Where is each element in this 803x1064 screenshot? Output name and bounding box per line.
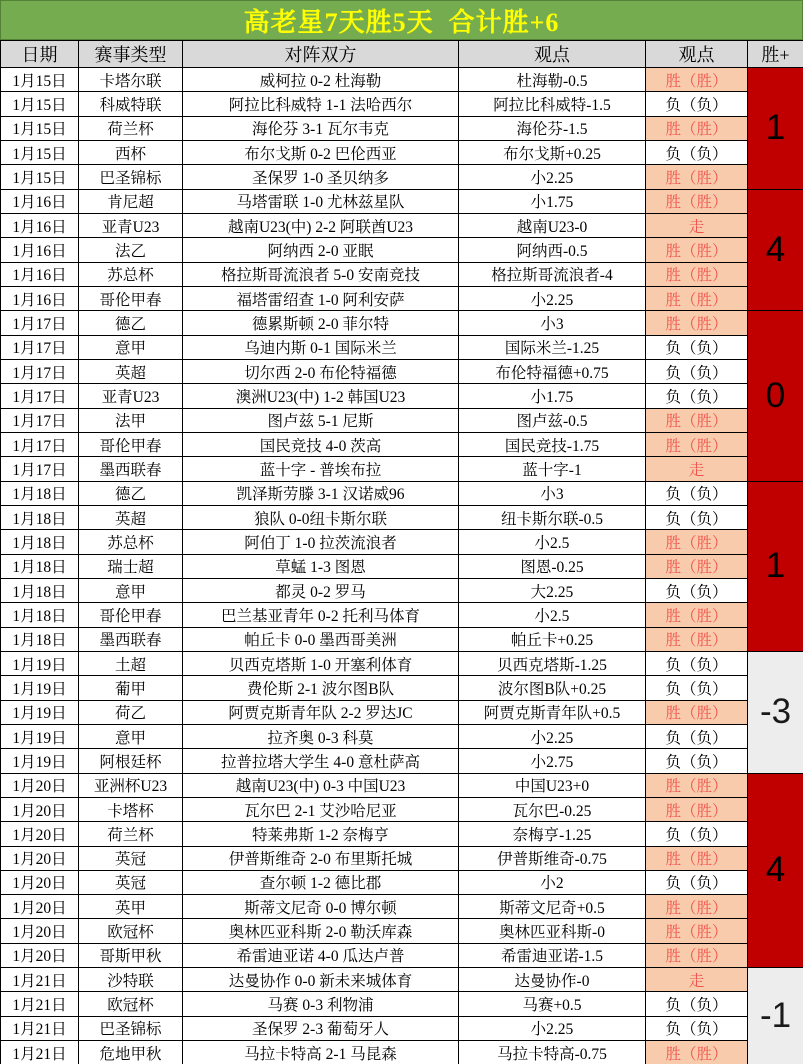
match-cell: 乌迪内斯 0-1 国际米兰 [183, 335, 459, 359]
date-cell: 1月18日 [1, 530, 79, 554]
result-cell: 胜（胜） [646, 262, 748, 286]
result-cell: 胜（胜） [646, 1041, 748, 1064]
sheet-title: 高老星7天胜5天 合计胜+6 [0, 0, 803, 40]
league-cell: 葡甲 [79, 676, 183, 700]
result-cell: 走 [646, 457, 748, 481]
table-row [1, 359, 803, 383]
date-cell: 1月18日 [1, 481, 79, 505]
table-row [1, 530, 803, 554]
result-cell: 胜（胜） [646, 530, 748, 554]
table-row [1, 68, 803, 92]
match-cell: 费伦斯 2-1 波尔图B队 [183, 676, 459, 700]
date-cell: 1月15日 [1, 116, 79, 140]
league-cell: 亚青U23 [79, 384, 183, 408]
table-row [1, 140, 803, 164]
league-cell: 苏总杯 [79, 262, 183, 286]
pick-cell: 小2.25 [459, 286, 646, 310]
league-cell: 英冠 [79, 846, 183, 870]
league-cell: 科威特联 [79, 92, 183, 116]
table-row [1, 822, 803, 846]
result-cell: 负（负） [646, 92, 748, 116]
league-cell: 欧冠杯 [79, 919, 183, 943]
result-cell: 负（负） [646, 822, 748, 846]
table-row [1, 165, 803, 189]
result-cell: 胜（胜） [646, 189, 748, 213]
table-row [1, 651, 803, 675]
date-cell: 1月19日 [1, 724, 79, 748]
pick-cell: 国民竞技-1.75 [459, 432, 646, 456]
table-row [1, 846, 803, 870]
date-cell: 1月18日 [1, 578, 79, 602]
date-cell: 1月19日 [1, 749, 79, 773]
match-cell: 切尔西 2-0 布伦特福德 [183, 359, 459, 383]
result-cell: 负（负） [646, 870, 748, 894]
table-row [1, 700, 803, 724]
date-cell: 1月16日 [1, 189, 79, 213]
result-cell: 胜（胜） [646, 68, 748, 92]
league-cell: 哥伦甲春 [79, 286, 183, 310]
league-cell: 巴圣锦标 [79, 165, 183, 189]
date-cell: 1月20日 [1, 870, 79, 894]
col-header-date: 日期 [1, 41, 79, 68]
match-cell: 阿伯丁 1-0 拉茨流浪者 [183, 530, 459, 554]
result-cell: 负（负） [646, 505, 748, 529]
result-cell: 胜（胜） [646, 432, 748, 456]
table-row [1, 311, 803, 335]
pick-cell: 贝西克塔斯-1.25 [459, 651, 646, 675]
score-cell: 4 [748, 773, 803, 968]
result-cell: 胜（胜） [646, 603, 748, 627]
league-cell: 荷兰杯 [79, 116, 183, 140]
match-cell: 希雷迪亚诺 4-0 瓜达卢普 [183, 943, 459, 967]
table-row [1, 335, 803, 359]
result-cell: 胜（胜） [646, 408, 748, 432]
pick-cell: 马赛+0.5 [459, 992, 646, 1016]
match-cell: 格拉斯哥流浪者 5-0 安南竞技 [183, 262, 459, 286]
result-cell: 胜（胜） [646, 895, 748, 919]
pick-cell: 布伦特福德+0.75 [459, 359, 646, 383]
date-cell: 1月21日 [1, 968, 79, 992]
date-cell: 1月20日 [1, 919, 79, 943]
match-cell: 越南U23(中) 0-3 中国U23 [183, 773, 459, 797]
match-cell: 瓦尔巴 2-1 艾沙哈尼亚 [183, 797, 459, 821]
match-cell: 草蜢 1-3 图恩 [183, 554, 459, 578]
table-row [1, 870, 803, 894]
result-cell: 负（负） [646, 481, 748, 505]
pick-cell: 小2.75 [459, 749, 646, 773]
date-cell: 1月15日 [1, 165, 79, 189]
result-cell: 负（负） [646, 676, 748, 700]
result-cell: 胜（胜） [646, 311, 748, 335]
match-cell: 圣保罗 2-3 葡萄牙人 [183, 1016, 459, 1040]
match-cell: 奥林匹亚科斯 2-0 勒沃库森 [183, 919, 459, 943]
date-cell: 1月19日 [1, 700, 79, 724]
result-cell: 负（负） [646, 992, 748, 1016]
table-row [1, 238, 803, 262]
league-cell: 亚洲杯U23 [79, 773, 183, 797]
league-cell: 意甲 [79, 724, 183, 748]
league-cell: 欧冠杯 [79, 992, 183, 1016]
match-cell: 德累斯顿 2-0 菲尔特 [183, 311, 459, 335]
result-cell: 负（负） [646, 359, 748, 383]
pick-cell: 奈梅亨-1.25 [459, 822, 646, 846]
result-cell: 负（负） [646, 749, 748, 773]
league-cell: 卡塔尔联 [79, 68, 183, 92]
score-cell: 0 [748, 311, 803, 481]
pick-cell: 波尔图B队+0.25 [459, 676, 646, 700]
league-cell: 荷乙 [79, 700, 183, 724]
pick-cell: 国际米兰-1.25 [459, 335, 646, 359]
match-cell: 贝西克塔斯 1-0 开塞利体育 [183, 651, 459, 675]
table-row [1, 895, 803, 919]
result-cell: 负（负） [646, 578, 748, 602]
date-cell: 1月16日 [1, 238, 79, 262]
pick-cell: 图卢兹-0.5 [459, 408, 646, 432]
col-header-league: 赛事类型 [79, 41, 183, 68]
match-cell: 斯蒂文尼奇 0-0 博尔顿 [183, 895, 459, 919]
date-cell: 1月17日 [1, 359, 79, 383]
match-cell: 帕丘卡 0-0 墨西哥美洲 [183, 627, 459, 651]
pick-cell: 大2.25 [459, 578, 646, 602]
date-cell: 1月20日 [1, 846, 79, 870]
match-cell: 伊普斯维奇 2-0 布里斯托城 [183, 846, 459, 870]
pick-cell: 小2.25 [459, 1016, 646, 1040]
result-cell: 负（负） [646, 1016, 748, 1040]
date-cell: 1月17日 [1, 408, 79, 432]
date-cell: 1月18日 [1, 627, 79, 651]
date-cell: 1月16日 [1, 262, 79, 286]
col-header-match: 对阵双方 [183, 41, 459, 68]
league-cell: 卡塔杯 [79, 797, 183, 821]
league-cell: 西杯 [79, 140, 183, 164]
table-row [1, 943, 803, 967]
table-row [1, 189, 803, 213]
pick-cell: 斯蒂文尼奇+0.5 [459, 895, 646, 919]
match-cell: 阿纳西 2-0 亚眠 [183, 238, 459, 262]
date-cell: 1月20日 [1, 773, 79, 797]
table-row [1, 578, 803, 602]
date-cell: 1月16日 [1, 213, 79, 237]
result-cell: 负（负） [646, 724, 748, 748]
date-cell: 1月18日 [1, 603, 79, 627]
result-cell: 胜（胜） [646, 700, 748, 724]
score-cell: 4 [748, 189, 803, 311]
match-cell: 海伦芬 3-1 瓦尔韦克 [183, 116, 459, 140]
table-row [1, 432, 803, 456]
match-cell: 巴兰基亚青年 0-2 托利马体育 [183, 603, 459, 627]
match-cell: 国民竞技 4-0 茨高 [183, 432, 459, 456]
result-cell: 负（负） [646, 335, 748, 359]
match-cell: 威柯拉 0-2 杜海勒 [183, 68, 459, 92]
league-cell: 哥斯甲秋 [79, 943, 183, 967]
pick-cell: 纽卡斯尔联-0.5 [459, 505, 646, 529]
pick-cell: 杜海勒-0.5 [459, 68, 646, 92]
league-cell: 苏总杯 [79, 530, 183, 554]
pick-cell: 蓝十字-1 [459, 457, 646, 481]
pick-cell: 小1.75 [459, 189, 646, 213]
match-cell: 马赛 0-3 利物浦 [183, 992, 459, 1016]
date-cell: 1月18日 [1, 554, 79, 578]
table-row [1, 724, 803, 748]
league-cell: 沙特联 [79, 968, 183, 992]
league-cell: 哥伦甲春 [79, 603, 183, 627]
league-cell: 瑞士超 [79, 554, 183, 578]
league-cell: 阿根廷杯 [79, 749, 183, 773]
result-cell: 胜（胜） [646, 238, 748, 262]
pick-cell: 阿纳西-0.5 [459, 238, 646, 262]
date-cell: 1月19日 [1, 676, 79, 700]
table-row [1, 773, 803, 797]
pick-cell: 帕丘卡+0.25 [459, 627, 646, 651]
result-cell: 胜（胜） [646, 943, 748, 967]
date-cell: 1月15日 [1, 92, 79, 116]
col-header-pick: 观点 [459, 41, 646, 68]
table-row [1, 408, 803, 432]
pick-cell: 小2.5 [459, 603, 646, 627]
date-cell: 1月18日 [1, 505, 79, 529]
result-cell: 胜（胜） [646, 286, 748, 310]
league-cell: 墨西联春 [79, 627, 183, 651]
result-cell: 胜（胜） [646, 846, 748, 870]
date-cell: 1月21日 [1, 1016, 79, 1040]
pick-cell: 布尔戈斯+0.25 [459, 140, 646, 164]
league-cell: 法乙 [79, 238, 183, 262]
match-cell: 马塔雷联 1-0 尤林兹星队 [183, 189, 459, 213]
league-cell: 法甲 [79, 408, 183, 432]
col-header-result: 观点 [646, 41, 748, 68]
match-cell: 特莱弗斯 1-2 奈梅亨 [183, 822, 459, 846]
date-cell: 1月21日 [1, 992, 79, 1016]
pick-cell: 达曼协作-0 [459, 968, 646, 992]
pick-cell: 中国U23+0 [459, 773, 646, 797]
table-row [1, 749, 803, 773]
match-cell: 拉齐奥 0-3 科莫 [183, 724, 459, 748]
league-cell: 亚青U23 [79, 213, 183, 237]
match-cell: 查尔顿 1-2 德比郡 [183, 870, 459, 894]
match-cell: 澳洲U23(中) 1-2 韩国U23 [183, 384, 459, 408]
table-row [1, 457, 803, 481]
pick-cell: 图恩-0.25 [459, 554, 646, 578]
match-cell: 图卢兹 5-1 尼斯 [183, 408, 459, 432]
date-cell: 1月16日 [1, 286, 79, 310]
pick-cell: 小3 [459, 481, 646, 505]
league-cell: 危地甲秋 [79, 1041, 183, 1064]
table-row [1, 92, 803, 116]
header-row [1, 41, 803, 68]
result-cell: 负（负） [646, 651, 748, 675]
pick-cell: 阿贾克斯青年队+0.5 [459, 700, 646, 724]
score-cell: -1 [748, 968, 803, 1064]
result-cell: 胜（胜） [646, 773, 748, 797]
pick-cell: 越南U23-0 [459, 213, 646, 237]
date-cell: 1月15日 [1, 140, 79, 164]
league-cell: 英甲 [79, 895, 183, 919]
league-cell: 意甲 [79, 578, 183, 602]
pick-cell: 小2.5 [459, 530, 646, 554]
pick-cell: 希雷迪亚诺-1.5 [459, 943, 646, 967]
result-cell: 胜（胜） [646, 116, 748, 140]
league-cell: 英超 [79, 359, 183, 383]
table-row [1, 481, 803, 505]
date-cell: 1月17日 [1, 384, 79, 408]
league-cell: 土超 [79, 651, 183, 675]
table-row [1, 1016, 803, 1040]
match-cell: 凯泽斯劳滕 3-1 汉诺威96 [183, 481, 459, 505]
table-row [1, 603, 803, 627]
result-cell: 胜（胜） [646, 165, 748, 189]
league-cell: 德乙 [79, 311, 183, 335]
col-header-score: 胜+ [748, 41, 803, 68]
result-cell: 走 [646, 968, 748, 992]
table-row [1, 1041, 803, 1064]
match-cell: 阿拉比科威特 1-1 法哈西尔 [183, 92, 459, 116]
pick-cell: 小1.75 [459, 384, 646, 408]
date-cell: 1月17日 [1, 335, 79, 359]
date-cell: 1月17日 [1, 432, 79, 456]
date-cell: 1月17日 [1, 457, 79, 481]
match-cell: 福塔雷绍查 1-0 阿利安萨 [183, 286, 459, 310]
pick-cell: 小2.25 [459, 165, 646, 189]
pick-cell: 伊普斯维奇-0.75 [459, 846, 646, 870]
result-cell: 胜（胜） [646, 797, 748, 821]
date-cell: 1月21日 [1, 1041, 79, 1064]
result-cell: 走 [646, 213, 748, 237]
table-row [1, 992, 803, 1016]
pick-cell: 海伦芬-1.5 [459, 116, 646, 140]
table-row [1, 968, 803, 992]
table-row [1, 384, 803, 408]
league-cell: 荷兰杯 [79, 822, 183, 846]
date-cell: 1月20日 [1, 822, 79, 846]
results-body [1, 68, 803, 1064]
date-cell: 1月19日 [1, 651, 79, 675]
pick-cell: 奥林匹亚科斯-0 [459, 919, 646, 943]
result-cell: 胜（胜） [646, 627, 748, 651]
result-cell: 胜（胜） [646, 554, 748, 578]
league-cell: 英超 [79, 505, 183, 529]
pick-cell: 马拉卡特高-0.75 [459, 1041, 646, 1064]
league-cell: 哥伦甲春 [79, 432, 183, 456]
league-cell: 肯尼超 [79, 189, 183, 213]
league-cell: 德乙 [79, 481, 183, 505]
table-row [1, 627, 803, 651]
table-row [1, 554, 803, 578]
pick-cell: 小3 [459, 311, 646, 335]
table-row [1, 797, 803, 821]
result-cell: 胜（胜） [646, 919, 748, 943]
table-row [1, 919, 803, 943]
score-cell: -3 [748, 651, 803, 773]
pick-cell: 小2 [459, 870, 646, 894]
match-cell: 布尔戈斯 0-2 巴伦西亚 [183, 140, 459, 164]
pick-cell: 格拉斯哥流浪者-4 [459, 262, 646, 286]
result-cell: 负（负） [646, 140, 748, 164]
league-cell: 墨西联春 [79, 457, 183, 481]
date-cell: 1月20日 [1, 895, 79, 919]
match-cell: 拉普拉塔大学生 4-0 意杜萨高 [183, 749, 459, 773]
table-row [1, 286, 803, 310]
results-table [0, 40, 803, 1064]
match-cell: 圣保罗 1-0 圣贝纳多 [183, 165, 459, 189]
date-cell: 1月20日 [1, 943, 79, 967]
table-row [1, 213, 803, 237]
table-row [1, 505, 803, 529]
match-cell: 越南U23(中) 2-2 阿联酋U23 [183, 213, 459, 237]
match-cell: 狼队 0-0纽卡斯尔联 [183, 505, 459, 529]
pick-cell: 阿拉比科威特-1.5 [459, 92, 646, 116]
pick-cell: 小2.25 [459, 724, 646, 748]
league-cell: 英冠 [79, 870, 183, 894]
league-cell: 意甲 [79, 335, 183, 359]
match-cell: 阿贾克斯青年队 2-2 罗达JC [183, 700, 459, 724]
score-cell: 1 [748, 481, 803, 651]
match-cell: 马拉卡特高 2-1 马昆森 [183, 1041, 459, 1064]
date-cell: 1月20日 [1, 797, 79, 821]
match-cell: 达曼协作 0-0 新未来城体育 [183, 968, 459, 992]
date-cell: 1月17日 [1, 311, 79, 335]
table-row [1, 262, 803, 286]
score-cell: 1 [748, 68, 803, 190]
table-row [1, 676, 803, 700]
match-cell: 都灵 0-2 罗马 [183, 578, 459, 602]
league-cell: 巴圣锦标 [79, 1016, 183, 1040]
date-cell: 1月15日 [1, 68, 79, 92]
pick-cell: 瓦尔巴-0.25 [459, 797, 646, 821]
table-row [1, 116, 803, 140]
match-cell: 蓝十字 - 普埃布拉 [183, 457, 459, 481]
result-cell: 负（负） [646, 384, 748, 408]
